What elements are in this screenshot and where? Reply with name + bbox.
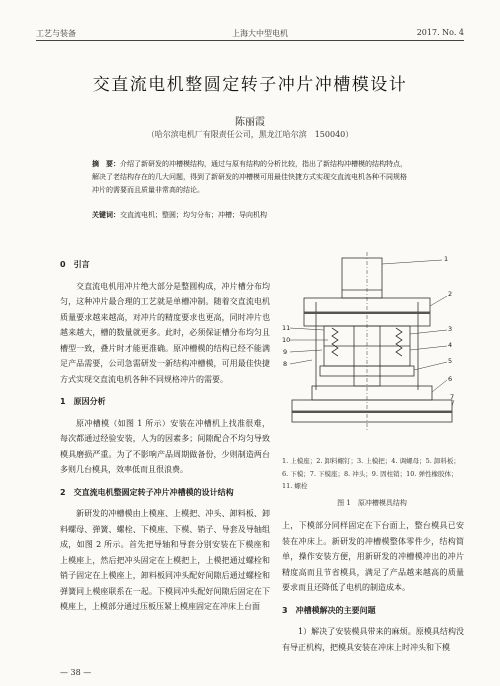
leader-line bbox=[290, 360, 312, 364]
header-rule bbox=[36, 40, 464, 41]
callout-label: 9 bbox=[283, 348, 288, 356]
callout-label: 3 bbox=[448, 325, 453, 333]
figure-title: 图 1 原冲槽模具结构 bbox=[337, 499, 407, 507]
leader-line bbox=[410, 346, 447, 350]
abstract-label: 摘 要： bbox=[92, 159, 120, 168]
hatch-band bbox=[304, 312, 430, 314]
running-header bbox=[36, 26, 464, 40]
section-heading-problems: 3 冲槽模解决的主要问题 bbox=[282, 605, 376, 615]
callout-label: 5 bbox=[448, 357, 453, 365]
section-paragraph: 交直流电机用冲片绝大部分是整圆构成，冲片槽分布均匀，这种冲片最合理的工艺就是单槽冲制。随着交直流电机质量要求越来越高，对冲片的精度要求也更高，同时冲片也越来越大，槽的数量就更多。此时，必须保证槽分布均匀且槽型一致，叠片时才能更准确。原冲槽模的结构已经不能满足产品需要，公司急需研发一新结构冲槽模，可用最佳快捷方式实现交直流电机各种不同规格冲片的需要。 bbox=[60, 281, 270, 384]
page-number: — 38 — bbox=[60, 668, 92, 677]
callout-label: 1 bbox=[444, 255, 449, 263]
spring-left-shape bbox=[332, 328, 338, 356]
section-heading-design: 2 交直流电机整圆定转子冲片冲槽模的设计结构 bbox=[60, 487, 234, 497]
leader-line bbox=[430, 296, 447, 306]
section-paragraph: 新研发的冲槽模由上模座、上模把、冲头、卸料板、卸料螺母、弹簧、螺栓、下模座、下模、销子、导套及导轴组成，如图 2 所示。首先把导轴和导套分别安装在下模座和上模座上，然后把冲头固定在上模把上，上模把通过螺栓和销子固定在上模座上，卸料板同冲头配好间隙后通过螺栓和弹簧同上模座联系在一起。下模同冲头配好间隙后固定在下模座上，上模部分通过压板压紧上模座固定在冲床上台面 bbox=[60, 509, 270, 611]
keywords-label: 关键词： bbox=[92, 210, 120, 219]
section-paragraph: 1）解决了安装模具带来的麻烦。原模具结构没有导正机构，把模具安装在冲床上时冲头和下模 bbox=[282, 627, 464, 652]
die-structure-drawing bbox=[282, 250, 462, 450]
section-paragraph: 原冲槽模（如图 1 所示）安装在冲槽机上找准很难，每次都通过经验安装，人为的因素多；间隙配合不均匀导致模具磨损严重。为了不影响产品周期做备份，少则制造两台多则几台模具，效率低而且很浪费。 bbox=[60, 418, 270, 474]
callout-label: 11 bbox=[282, 324, 291, 332]
author-affiliation: （哈尔滨电机厂有限责任公司，黑龙江哈尔滨 150040） bbox=[146, 130, 354, 139]
keywords bbox=[92, 210, 412, 220]
figure-parts-list: 1. 上模座；2. 卸料螺钉；3. 上模把；4. 调螺母；5. 卸料板；6. 下模；7. 下模座；8. 冲头；9. 固柱销；10. 弹性橡胶体；11. 螺栓 bbox=[282, 457, 460, 490]
leader-line bbox=[382, 260, 442, 264]
header-issue: 2017. No. 4 bbox=[416, 28, 464, 37]
callout-label: 4 bbox=[448, 341, 453, 349]
callout-label: 8 bbox=[283, 360, 288, 368]
hatch-band bbox=[292, 411, 452, 413]
spring-right-shape bbox=[396, 328, 402, 356]
header-journal-section: 工艺与装备 bbox=[36, 29, 76, 38]
abstract bbox=[92, 157, 412, 197]
callout-label: 6 bbox=[448, 375, 453, 383]
callout-label: 7 bbox=[450, 393, 455, 401]
author-name: 陈丽霞 bbox=[235, 117, 265, 128]
lower-die-shape bbox=[312, 386, 432, 400]
leader-line bbox=[414, 362, 447, 370]
leader-line bbox=[290, 350, 322, 352]
upper-shank-shape bbox=[342, 258, 382, 298]
section-heading-analysis: 1 原因分析 bbox=[60, 397, 106, 406]
right-column bbox=[282, 518, 464, 655]
continued-paragraph: 上，下模部分同样固定在下台面上，整台模具已安装在冲床上。新研发的冲槽模整体零件少，结构简单，操作安装方便，用新研发的冲槽模冲出的冲片精度高而且节省模具，满足了产品越来越高的质量要求而且还降低了电机的制造成本。 bbox=[282, 521, 464, 592]
section-heading-intro: 0 引言 bbox=[60, 260, 90, 269]
leader-line bbox=[290, 328, 324, 330]
abstract-text: 介绍了新研发的冲槽模结构，通过与原有结构的分析比较，指出了新结构冲槽模的结构特点，解决了老结构存在的几大问题，得到了新研发的冲槽模可用最佳快捷方式实现交直流电机各种不同规格冲片的需要而且质量非常高的结论。 bbox=[92, 160, 407, 194]
leader-line bbox=[410, 330, 447, 334]
keywords-text: 交直流电机；整圆；均匀分布；冲槽；导向机构 bbox=[120, 211, 267, 219]
callout-label: 2 bbox=[448, 290, 453, 298]
leader-line bbox=[432, 380, 447, 392]
paper-title: 交直流电机整圆定转子冲片冲槽模设计 bbox=[92, 75, 408, 95]
left-column bbox=[60, 250, 270, 615]
callout-label: 10 bbox=[282, 336, 291, 344]
header-journal-name: 上海大中型电机 bbox=[232, 29, 288, 38]
